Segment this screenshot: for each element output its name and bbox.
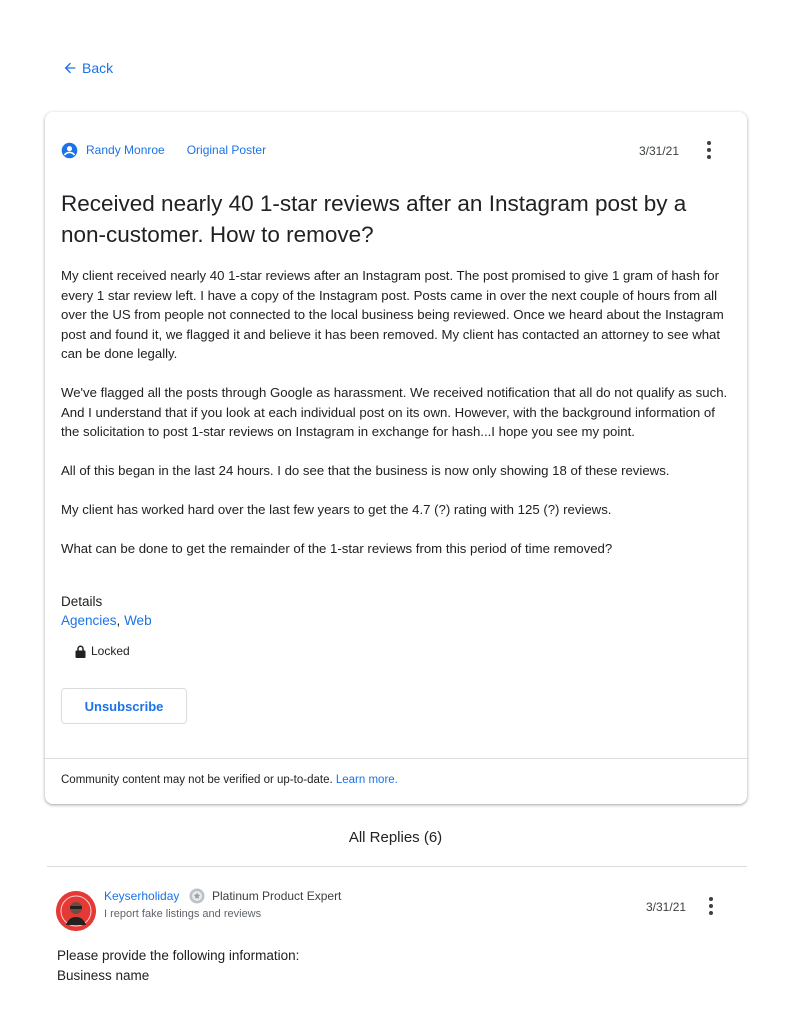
avatar-image (56, 891, 96, 931)
original-poster-badge: Original Poster (186, 143, 267, 157)
reply-author-name[interactable]: Keyserholiday (104, 889, 180, 903)
reply-line: Business name (57, 968, 150, 983)
post-paragraph: My client received nearly 40 1-star reviews after an Instagram post. The post promised to give 1 gram of hash for every 1 star review left. I have a copy of the Instagram post. Posts came in over the next couple of hours from all over the US from people not connected to the local business being reviewed. Once we heard about the Instagram post and found it, we flagged it and believe it has been removed. My client has contacted an attorney to see what can be done legally. (61, 268, 724, 361)
community-disclaimer (61, 774, 398, 786)
reply-line: Please provide the following information: (57, 948, 300, 963)
post-paragraph: What can be done to get the remainder of the 1-star reviews from this period of time removed? (61, 541, 613, 556)
learn-more-link[interactable]: Learn more. (335, 774, 398, 786)
lock-icon (75, 645, 86, 658)
post-paragraph: All of this began in the last 24 hours. I do see that the business is now only showing 18 of these reviews. (61, 463, 670, 478)
details-link-web[interactable]: Web (124, 613, 152, 628)
back-label: Back (82, 60, 114, 76)
details-label: Details (61, 594, 103, 609)
post-title: Received nearly 40 1-star reviews after an Instagram post by a non-customer. How to remove? (61, 191, 687, 247)
locked-status (75, 644, 130, 658)
post-more-options-icon[interactable] (707, 141, 711, 159)
post-paragraph: We've flagged all the posts through Google as harassment. We received notification that all do not qualify as such. And I understand that if you look at each individual post on its own. However, with the background information of the solicitation to post 1-star reviews on Instagram in exchange for hash...I hope you see my point. (61, 385, 728, 439)
post-paragraph: My client has worked hard over the last few years to get the 4.7 (?) rating with 125 (?) reviews. (61, 502, 612, 517)
account-circle-icon (61, 142, 78, 159)
post-body (61, 266, 733, 578)
expert-level-label: Platinum Product Expert (212, 889, 342, 903)
reply-author-tagline: I report fake listings and reviews (104, 908, 262, 920)
card-divider (45, 758, 747, 759)
reply-date: 3/31/21 (646, 900, 687, 914)
platinum-expert-badge-icon (189, 888, 205, 904)
avatar[interactable] (56, 891, 96, 931)
reply-body (57, 946, 299, 986)
post-author-name[interactable]: Randy Monroe (86, 143, 165, 157)
details-separator: , (116, 613, 125, 628)
disclaimer-text: Community content may not be verified or up-to-date. (61, 774, 336, 786)
details-link-agencies[interactable]: Agencies (61, 613, 117, 628)
reply-more-options-icon[interactable] (709, 897, 713, 915)
question-card (45, 112, 747, 804)
replies-divider (47, 866, 747, 867)
details-links (61, 613, 152, 628)
back-link[interactable] (62, 60, 113, 76)
unsubscribe-button[interactable]: Unsubscribe (61, 688, 187, 724)
arrow-back-icon (62, 60, 78, 76)
all-replies-heading: All Replies (6) (348, 829, 443, 846)
post-date: 3/31/21 (638, 144, 679, 158)
post-author-row (61, 140, 721, 160)
locked-label: Locked (91, 644, 130, 658)
